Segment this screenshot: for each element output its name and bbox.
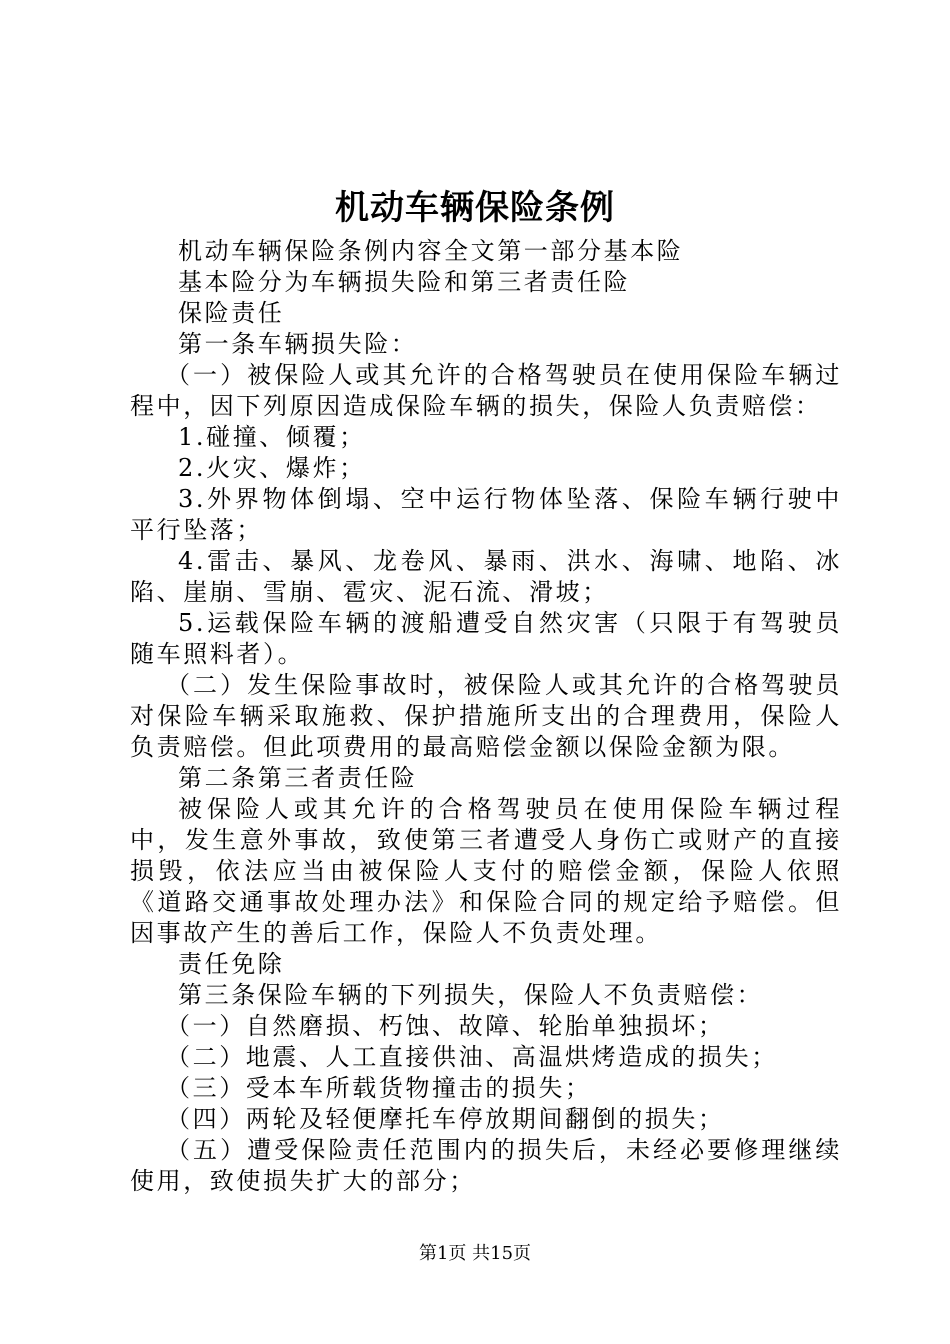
paragraph: （一）被保险人或其允许的合格驾驶员在使用保险车辆过程中，因下列原因造成保险车辆的损失，保险人负责赔偿：	[130, 361, 842, 420]
list-item: （一）自然磨损、朽蚀、故障、轮胎单独损坏；	[166, 1012, 725, 1040]
document-title: 机动车辆保险条例	[335, 188, 615, 228]
paragraph: 机动车辆保险条例内容全文第一部分基本险	[178, 237, 684, 265]
paragraph: 基本险分为车辆损失险和第三者责任险	[178, 268, 631, 296]
list-item: 1.碰撞、倾覆；	[178, 423, 366, 451]
list-item: （五）遭受保险责任范围内的损失后，未经必要修理继续使用，致使损失扩大的部分；	[130, 1136, 842, 1195]
list-item: 4.雷击、暴风、龙卷风、暴雨、洪水、海啸、地陷、冰陷、崖崩、雪崩、雹灾、泥石流、滑坡；	[130, 547, 842, 606]
list-item: （二）地震、人工直接供油、高温烘烤造成的损失；	[166, 1043, 778, 1071]
list-item: 3.外界物体倒塌、空中运行物体坠落、保险车辆行驶中平行坠落；	[130, 485, 842, 544]
section-heading: 保险责任	[178, 299, 285, 327]
list-item: （三）受本车所载货物撞击的损失；	[166, 1074, 592, 1102]
list-item: 2.火灾、爆炸；	[178, 454, 366, 482]
paragraph: 被保险人或其允许的合格驾驶员在使用保险车辆过程中，发生意外事故，致使第三者遭受人身伤亡或财产的直接损毁，依法应当由被保险人支付的赔偿金额，保险人依照《道路交通事故处理办法》和保险合同的规定给予赔偿。但因事故产生的善后工作，保险人不负责处理。	[130, 795, 842, 947]
page-number-footer: 第1页 共15页	[418, 1243, 532, 1264]
list-item: 5.运载保险车辆的渡船遭受自然灾害（只限于有驾驶员随车照料者）。	[130, 609, 842, 668]
article-heading: 第一条车辆损失险：	[178, 330, 418, 358]
paragraph: （二）发生保险事故时，被保险人或其允许的合格驾驶员对保险车辆采取施救、保护措施所支出的合理费用，保险人负责赔偿。但此项费用的最高赔偿金额以保险金额为限。	[130, 671, 842, 761]
section-heading: 责任免除	[178, 950, 285, 978]
article-heading: 第三条保险车辆的下列损失，保险人不负责赔偿：	[178, 981, 764, 1009]
article-heading: 第二条第三者责任险	[178, 764, 418, 792]
list-item: （四）两轮及轻便摩托车停放期间翻倒的损失；	[166, 1105, 725, 1133]
document-body	[130, 236, 842, 1197]
